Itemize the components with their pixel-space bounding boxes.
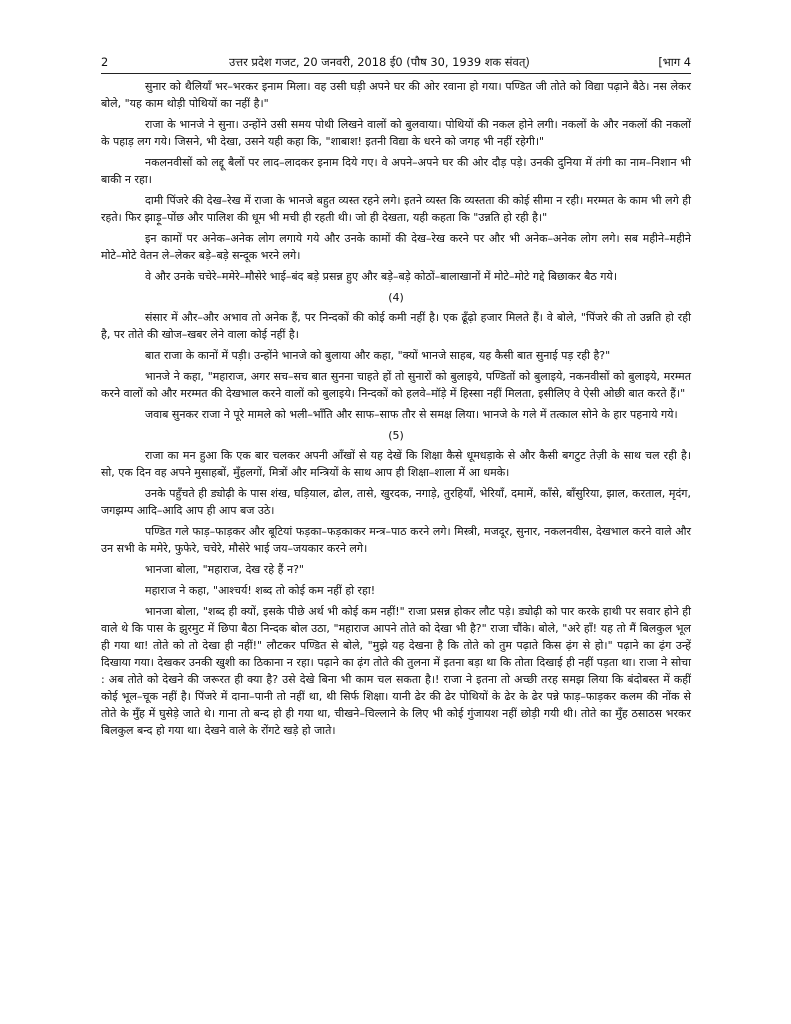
paragraph: जवाब सुनकर राजा ने पूरे मामले को भली–भाँति और साफ–साफ तौर से समक्ष लिया। भानजे के गले में तत्काल सोने के हार पहनाये गये। <box>145 408 678 421</box>
paragraph: वे और उनके चचेरे–ममेरे–मौसेरे भाई–बंद बड़े प्रसन्न हुए और बड़े–बड़े कोठों–बालाखानों में मोटे–मोटे गद्दे बिछाकर बैठ गये। <box>145 270 617 283</box>
paragraph: बात राजा के कानों में पड़ी। उन्होंने भानजे को बुलाया और कहा, "क्यों भानजे साहब, यह कैसी बात सुनाई पड़ रही है?" <box>145 349 611 362</box>
paragraph: पण्डित गले फाड़–फाड़कर और बूटियां फड़का–फड़काकर मन्त्र–पाठ करने लगे। मिस्त्री, मजदूर, सुनार, नकलनवीस, देखभाल करने वाले और उन सभी के ममेरे, फुफेरे, चचेरे, मौसेरे भाई जय–जयकार करने लगे। <box>101 525 691 555</box>
part-label: [भाग 4 <box>658 55 691 69</box>
paragraph: संसार में और–और अभाव तो अनेक हैं, पर निन्दकों की कोई कमी नहीं है। एक ढूँढ़ो हजार मिलते हैं। वे बोले, "पिंजरे की तो उन्नति हो रही है, पर तोते की खोज–खबर लेने वाला कोई नहीं है। <box>101 311 691 341</box>
paragraph: इन कामों पर अनेक–अनेक लोग लगाये गये और उनके कामों की देख–रेख करने पर और भी अनेक–अनेक लोग लगे। सब महीने–महीने मोटे–मोटे वेतन ले–लेकर बड़े–बड़े सन्दूक भरने लगे। <box>101 232 691 262</box>
section-heading-4: (4) <box>388 291 404 304</box>
section-heading-5: (5) <box>388 429 404 442</box>
paragraph: भानजा बोला, "शब्द ही क्यों, इसके पीछे अर्थ भी कोई कम नहीं!" राजा प्रसन्न होकर लौट पड़े। ड्योढ़ी को पार करके हाथी पर सवार होने ही वाले थे कि पास के झुरमुट में छिपा बैठा निन्दक बोल उठा, "महाराज आपने तोते को देखा भी है?" राजा चौंके। बोले, "अरे हाँ! यह तो मैं बिलकुल भूल ही गया था! तोते को तो देखा ही नहीं!" लौटकर पण्डित से बोले, "मुझे यह देखना है कि तोते को तुम पढ़ाते किस ढ़ंग से हो।" पढ़ाने का ढ़ंग उन्हें दिखाया गया। देखकर उनकी खुशी का ठिकाना न रहा। पढ़ाने का ढ़ंग तोते की तुलना में इतना बड़ा था कि तोता दिखाई ही नहीं पड़ता था। राजा ने सोचा : अब तोते को देखने की जरूरत ही क्या है? उसे देखे बिना भी काम चल सकता है।! राजा ने इतना तो अच्छी तरह समझ लिया कि बंदोबस्त में कहीं कोई भूल–चूक नहीं है। पिंजरे में दाना–पानी तो नहीं था, थी सिर्फ शिक्षा। यानी ढेर की ढेर पोथियों के ढेर के ढेर पन्ने फाड़–फाड़कर कलम की नोंक से तोते के मुँह में घुसेड़े जाते थे। गाना तो बन्द हो ही गया था, चीखने–चिल्लाने के लिए भी कोई गुंजायश नहीं छोड़ी गयी थी। तोते का मुँह ठसाठस भरकर बिलकुल बन्द हो गया था। देखने वाले के रोंगटे खड़े हो जाते। <box>101 605 691 737</box>
gazette-title: उत्तर प्रदेश गजट, 20 जनवरी, 2018 ई0 (पौष 30, 1939 शक संवत्) <box>229 55 530 69</box>
paragraph: भानजे ने कहा, "महाराज, अगर सच–सच बात सुनना चाहते हों तो सुनारों को बुलाइये, पण्डितों को बुलाइये, नकनवीसों को बुलाइये, मरम्मत करने वालों को और मरम्मत की देखभाल करने वालों को बुलाइये। निन्दकों को हलवे–मॉड़े में हिस्सा नहीं मिलता, इसीलिए वे ऐसी ओछी बात करते हैं।" <box>101 370 691 400</box>
page-body <box>101 78 691 743</box>
page-number: 2 <box>101 55 109 69</box>
paragraph: महाराज ने कहा, "आश्चर्य! शब्द तो कोई कम नहीं हो रहा! <box>145 584 376 597</box>
paragraph: भानजा बोला, "महाराज, देख रहे हैं न?" <box>145 563 304 576</box>
paragraph: सुनार को थैलियाँ भर–भरकर इनाम मिला। वह उसी घड़ी अपने घर की ओर रवाना हो गया। पण्डित जी तोते को विद्या पढ़ाने बैठे। नस लेकर बोले, "यह काम थोड़ी पोथियों का नहीं है।" <box>101 80 691 110</box>
page-header <box>101 55 691 74</box>
paragraph: नकलनवीसों को लद्दू बैलों पर लाद–लादकर इनाम दिये गए। वे अपने–अपने घर की ओर दौड़ पड़े। उनकी दुनिया में तंगी का नाम–निशान भी बाकी न रहा। <box>101 156 691 186</box>
paragraph: उनके पहुँचते ही ड्योढ़ी के पास शंख, घड़ियाल, ढोल, तासे, खुरदक, नगाड़े, तुरहियाँ, भेरियाँ, दमामें, काँसे, बाँसुरिया, झाल, करताल, मृदंग, जगझम्प आदि–आदि आप ही आप बज उठे। <box>101 487 691 517</box>
paragraph: राजा का मन हुआ कि एक बार चलकर अपनी आँखों से यह देखें कि शिक्षा कैसे धूमधड़ाके से और कैसी बगटुट तेज़ी के साथ चल रही है। सो, एक दिन वह अपने मुसाहबों, मुँहलगों, मित्रों और मन्त्रियों के साथ आप ही शिक्षा–शाला में आ धमके। <box>101 449 691 479</box>
paragraph: राजा के भानजे ने सुना। उन्होंने उसी समय पोथी लिखने वालों को बुलवाया। पोथियों की नकल होने लगी। नकलों के और नकलों की नकलों के पहाड़ लग गये। जिसने, भी देखा, उसने यही कहा कि, "शाबाश! इतनी विद्या के धरने को जगह भी नहीं रहेगी।" <box>101 118 691 148</box>
paragraph: दामी पिंजरे की देख–रेख में राजा के भानजे बहुत व्यस्त रहने लगे। इतने व्यस्त कि व्यस्तता की कोई सीमा न रही। मरम्मत के काम भी लगे ही रहते। फिर झाड़ू–पोंछ और पालिश की धूम भी मची ही रहती थी। जो ही देखता, यही कहता कि "उन्नति हो रही है।" <box>101 194 691 224</box>
